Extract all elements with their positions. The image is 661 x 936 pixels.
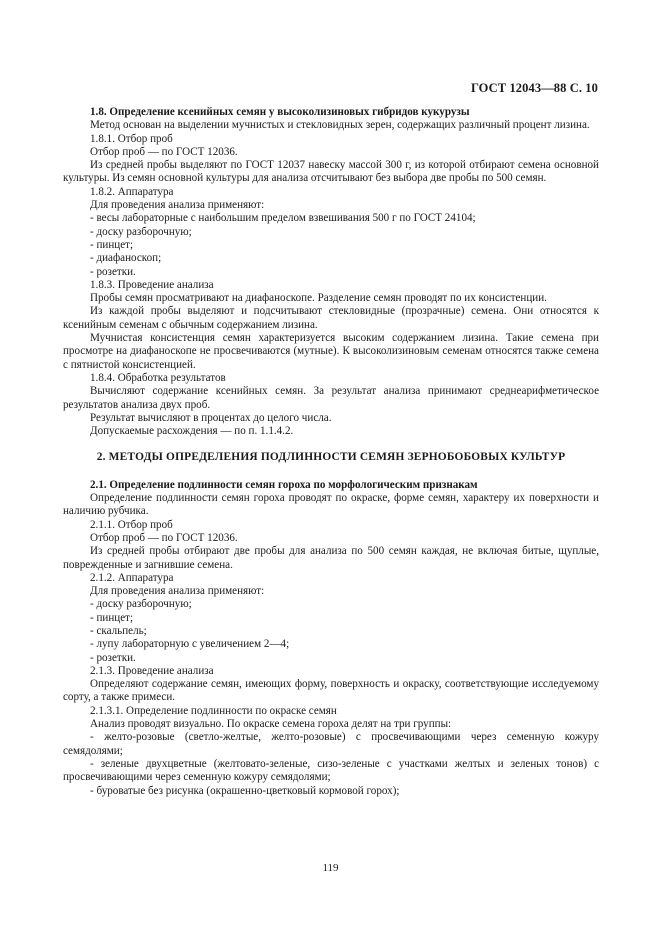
paragraph: - зеленые двухцветные (желтовато-зеленые, сизо-зеленые с участками желтых и зеленых тонов) с просвечивающими через семенную кожуру семядолями; (63, 757, 599, 784)
section-heading: 2. МЕТОДЫ ОПРЕДЕЛЕНИЯ ПОДЛИННОСТИ СЕМЯН ЗЕРНОБОБОВЫХ КУЛЬТУР (96, 451, 566, 464)
paragraph: Допускаемые расхождения — по п. 1.1.4.2. (90, 425, 294, 438)
list-item: - диафаноскоп; (90, 252, 162, 265)
paragraph: Метод основан на выделении мучнистых и стекловидных зерен, содержащих различный процент лизина. (90, 119, 590, 132)
paragraph: 1.8.1. Отбор проб (90, 132, 173, 145)
list-item: - скальпель; (90, 624, 147, 637)
page-header: ГОСТ 12043—88 С. 10 (470, 81, 598, 95)
paragraph: Отбор проб — по ГОСТ 12036. (90, 145, 238, 158)
paragraph: 1.8.3. Проведение анализа (90, 278, 214, 291)
paragraph: Анализ проводят визуально. По окраске семена гороха делят на три группы: (90, 718, 452, 731)
subsection-heading: 2.1. Определение подлинности семян гороха по морфологическим признакам (90, 478, 478, 491)
paragraph: 2.1.3. Проведение анализа (90, 664, 214, 677)
subsection-heading: 1.8. Определение ксенийных семян у высоколизиновых гибридов кукурузы (90, 106, 470, 118)
paragraph: Вычисляют содержание ксенийных семян. За результат анализа принимают среднеарифметическое результатов анализа двух проб. (63, 385, 599, 411)
paragraph: Из средней пробы выделяют по ГОСТ 12037 навеску массой 300 г, из которой отбирают семена основной культуры. Из семян основной культуры для анализа отсчитывают без выбора две пробы по 500 семян. (63, 159, 599, 185)
paragraph: Мучнистая консистенция семян характеризуется высоким содержанием лизина. Такие семена при просмотре на диафаноскопе не просвечиваются (мутные). К высоколизиновым семенам относятся также семена с пятнистой консистенцией. (63, 332, 599, 371)
paragraph: Результат вычисляют в процентах до целого числа. (90, 411, 332, 424)
list-item: - пинцет; (90, 611, 134, 624)
list-item: - розетки. (90, 265, 136, 278)
paragraph: Для проведения анализа применяют: (90, 585, 265, 598)
paragraph: Для проведения анализа применяют: (90, 199, 265, 212)
page-number: 119 (322, 862, 339, 874)
paragraph: Определение подлинности семян гороха проводят по окраске, форме семян, характеру их поверхности и наличию рубчика. (63, 492, 599, 518)
paragraph: 1.8.4. Обработка результатов (90, 371, 226, 384)
paragraph: Из каждой пробы выделяют и подсчитывают стекловидные (прозрачные) семена. Они относятся к ксенийным семенам с обычным содержанием лизина. (63, 305, 599, 331)
paragraph: 2.1.1. Отбор проб (90, 518, 173, 531)
paragraph: Определяют содержание семян, имеющих форму, поверхность и окраску, соответствующие исследуемому сорту, а также примеси. (63, 678, 599, 704)
paragraph: Отбор проб — по ГОСТ 12036. (90, 531, 238, 544)
list-item: - доску разборочную; (90, 225, 192, 238)
paragraph: - желто-розовые (светло-желтые, желто-розовые) с просвечивающими через семенную кожуру семядолями; (63, 731, 599, 757)
paragraph: 2.1.2. Аппаратура (90, 571, 174, 584)
list-item: - весы лабораторные с наибольшим пределом взвешивания 500 г по ГОСТ 24104; (90, 212, 476, 225)
list-item: - доску разборочную; (90, 598, 192, 611)
list-item: - лупу лабораторную с увеличением 2—4; (90, 638, 290, 651)
paragraph: - буроватые без рисунка (окрашенно-цветковый кормовой горох); (90, 784, 400, 797)
paragraph: Из средней пробы отбирают две пробы для анализа по 500 семян каждая, не включая битые, щуплые, поврежденные и загнившие семена. (63, 545, 599, 571)
paragraph: Пробы семян просматривают на диафаноскопе. Разделение семян проводят по их консистенции. (90, 292, 547, 305)
list-item: - пинцет; (90, 238, 134, 251)
document-body (63, 106, 599, 798)
paragraph: 1.8.2. Аппаратура (90, 185, 174, 198)
list-item: - розетки. (90, 651, 136, 664)
paragraph: 2.1.3.1. Определение подлинности по окраске семян (90, 704, 337, 717)
